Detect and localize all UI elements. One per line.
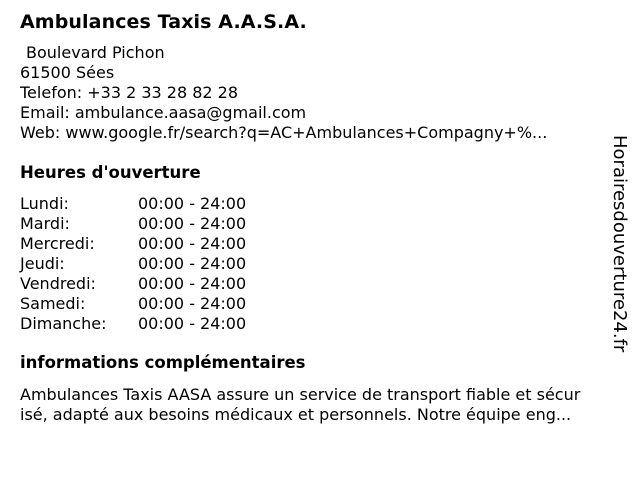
time-range: 00:00 - 24:00 bbox=[138, 234, 247, 253]
day-label: Mercredi: bbox=[20, 234, 95, 253]
opening-hours-heading: Heures d'ouverture bbox=[20, 163, 201, 182]
day-label: Samedi: bbox=[20, 294, 86, 313]
hours-row bbox=[20, 194, 246, 214]
time-range: 00:00 - 24:00 bbox=[138, 274, 247, 293]
hours-row bbox=[20, 214, 246, 234]
hours-row bbox=[20, 234, 246, 254]
time-range: 00:00 - 24:00 bbox=[138, 214, 247, 233]
street-address: Boulevard Pichon bbox=[26, 43, 165, 62]
business-name: Ambulances Taxis A.A.S.A. bbox=[20, 11, 307, 33]
phone-number[interactable]: Telefon: +33 2 33 28 82 28 bbox=[20, 83, 239, 102]
hours-row bbox=[20, 314, 246, 334]
day-label: Lundi: bbox=[20, 194, 69, 213]
time-range: 00:00 - 24:00 bbox=[138, 194, 247, 213]
description-line: Ambulances Taxis AASA assure un service de transport fiable et sécur bbox=[20, 385, 581, 404]
site-watermark bbox=[610, 135, 634, 367]
day-label: Dimanche: bbox=[20, 314, 107, 333]
description-line: isé, adapté aux besoins médicaux et personnels. Notre équipe eng... bbox=[20, 405, 572, 424]
time-range: 00:00 - 24:00 bbox=[138, 314, 247, 333]
day-label: Vendredi: bbox=[20, 274, 96, 293]
contact-block bbox=[20, 43, 547, 143]
time-range: 00:00 - 24:00 bbox=[138, 254, 247, 273]
watermark-text: Horairesdouverture24.fr bbox=[609, 135, 630, 353]
day-label: Mardi: bbox=[20, 214, 70, 233]
website-link[interactable]: Web: www.google.fr/search?q=AC+Ambulances+Compagny+%... bbox=[20, 123, 548, 142]
day-label: Jeudi: bbox=[20, 254, 65, 273]
hours-row bbox=[20, 254, 246, 274]
description-text bbox=[20, 385, 620, 425]
email-address[interactable]: Email: ambulance.aasa@gmail.com bbox=[20, 103, 307, 122]
opening-hours-table bbox=[20, 194, 246, 334]
additional-info-heading: informations complémentaires bbox=[20, 353, 306, 372]
time-range: 00:00 - 24:00 bbox=[138, 294, 247, 313]
hours-row bbox=[20, 274, 246, 294]
hours-row bbox=[20, 294, 246, 314]
city-postal: 61500 Sées bbox=[20, 63, 115, 82]
